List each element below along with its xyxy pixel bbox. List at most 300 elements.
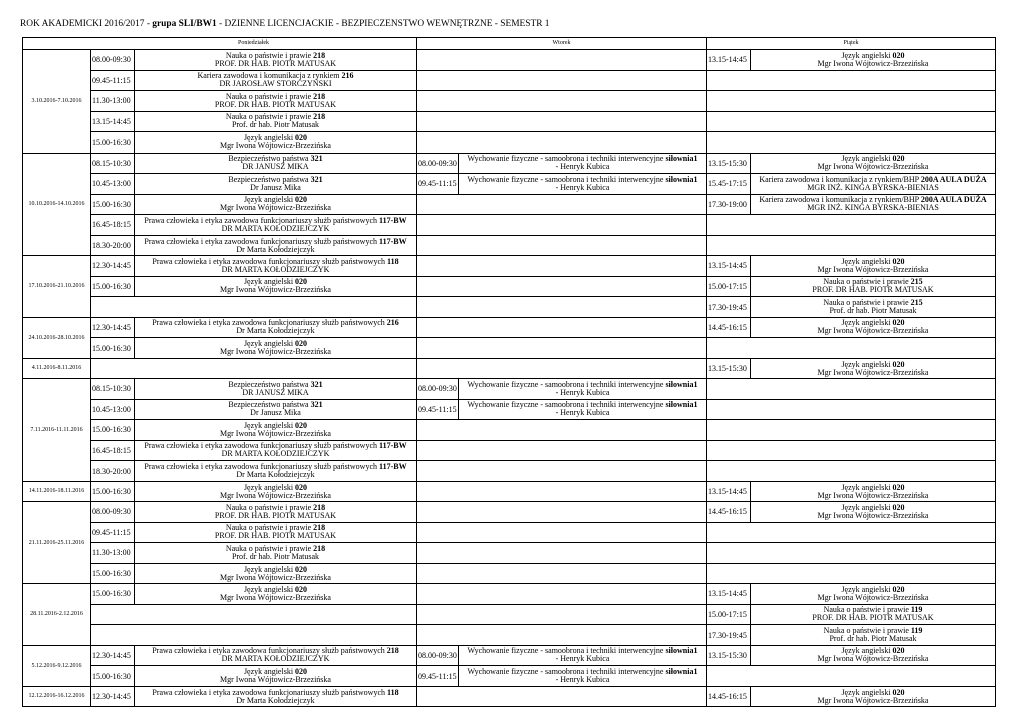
day-column-mon	[91, 482, 417, 502]
class-subject: Nauka o państwie i prawie	[823, 626, 911, 636]
class-teacher: Mgr Iwona Wójtowicz-Brzezińska	[817, 654, 929, 664]
class-slot	[417, 359, 706, 380]
class-slot	[707, 236, 995, 257]
class-teacher: Mgr Iwona Wójtowicz-Brzezińska	[817, 326, 929, 336]
class-slot	[91, 154, 416, 175]
class-room: 020	[295, 420, 308, 430]
class-time: 09.45-11:15	[417, 666, 459, 687]
class-description	[135, 195, 416, 215]
class-slot	[91, 338, 416, 359]
class-time: 16.45-18:15	[91, 441, 135, 461]
class-subject: Nauka o państwie i prawie	[225, 502, 314, 512]
class-description	[751, 50, 995, 70]
class-slot	[417, 420, 706, 441]
class-slot	[417, 71, 706, 92]
class-room: 020	[295, 584, 308, 594]
class-description	[751, 646, 995, 666]
class-slot	[91, 502, 416, 523]
class-room: 020	[892, 359, 905, 369]
class-slot	[417, 195, 706, 216]
week-block	[23, 501, 995, 583]
class-subject: Prawa człowieka i etyka zawodowa funkcjonariuszy służb państwowych	[152, 646, 387, 656]
class-room: 020	[892, 687, 905, 697]
class-slot	[417, 502, 706, 523]
class-slot	[707, 91, 995, 112]
class-subject: Język angielski	[841, 359, 893, 369]
week-block	[23, 358, 995, 379]
class-description	[459, 666, 706, 687]
day-column-mon	[91, 687, 417, 707]
class-time: 09.45-11:15	[91, 71, 135, 91]
class-slot	[707, 338, 995, 359]
class-teacher: Mgr Iwona Wójtowicz-Brzezińska	[220, 572, 331, 582]
class-description	[751, 154, 995, 174]
class-description	[751, 297, 995, 318]
class-teacher: DR JANUSZ MIKA	[242, 387, 309, 397]
class-subject: Prawa człowieka i etyka zawodowa funkcjonariuszy służb państwowych	[152, 256, 388, 266]
class-slot	[417, 564, 706, 585]
class-slot	[707, 687, 995, 708]
class-time: 08.00-09:30	[417, 154, 459, 174]
day-column-fri	[707, 646, 995, 686]
class-teacher: - Henryk Kubica	[555, 675, 610, 685]
class-slot	[417, 687, 706, 708]
class-slot	[91, 50, 416, 71]
class-room: 118	[387, 256, 399, 266]
class-teacher: DR JANUSZ MIKA	[242, 162, 309, 172]
class-teacher: Mgr Iwona Wójtowicz-Brzezińska	[817, 264, 929, 274]
class-slot	[91, 687, 416, 708]
class-teacher: Mgr Iwona Wójtowicz-Brzezińska	[817, 695, 929, 705]
class-time: 13.15-14:45	[91, 112, 135, 132]
class-subject: Język angielski	[243, 482, 296, 492]
class-time: 17.30-19:45	[707, 625, 751, 646]
class-room: 218	[313, 112, 326, 122]
day-column-fri	[707, 318, 995, 358]
week-range-label: 21.11.2016-25.11.2016	[23, 502, 91, 583]
class-room: 218	[313, 502, 326, 512]
class-slot	[417, 400, 706, 421]
class-slot	[417, 256, 706, 277]
class-room: siłownia1	[665, 154, 698, 164]
class-teacher: MGR INŻ. KINGA BYRSKA-BIENIAS	[807, 203, 939, 213]
day-column-mon	[91, 502, 417, 583]
class-time: 15.00-16:30	[91, 195, 135, 215]
day-column-tue	[417, 687, 707, 707]
class-slot	[417, 215, 706, 236]
class-description	[135, 91, 416, 111]
class-description	[751, 625, 995, 646]
class-time: 15.00-16:30	[91, 482, 135, 503]
class-slot	[707, 174, 995, 195]
class-slot	[417, 91, 706, 112]
class-room: 218	[386, 646, 399, 656]
class-teacher: Mgr Iwona Wójtowicz-Brzezińska	[817, 510, 929, 520]
class-time: 15.00-16:30	[91, 564, 135, 585]
class-time: 08.00-09:30	[91, 502, 135, 522]
class-room: 020	[892, 502, 905, 512]
class-description	[459, 174, 706, 194]
class-subject: Nauka o państwie i prawie	[225, 523, 314, 533]
class-slot	[417, 666, 706, 687]
class-time: 09.45-11:15	[91, 523, 135, 543]
class-time: 13.15-15:30	[707, 646, 751, 666]
class-time: 11.30-13:00	[91, 91, 135, 111]
class-room: 218	[313, 91, 326, 101]
class-description	[751, 482, 995, 503]
class-subject: Wychowanie fizyczne - samoobrona i techniki interwencyjne	[467, 379, 666, 389]
class-room: 020	[892, 154, 905, 164]
class-subject: Język angielski	[243, 584, 296, 594]
class-description	[135, 502, 416, 522]
class-room: 215	[910, 298, 923, 308]
week-block	[23, 153, 995, 256]
class-slot	[707, 318, 995, 339]
class-description	[751, 687, 995, 708]
day-column-fri	[707, 687, 995, 707]
class-slot	[91, 215, 416, 236]
class-teacher: Dr Marta Kołodziejczyk	[236, 326, 315, 336]
class-subject: Nauka o państwie i prawie	[225, 50, 314, 60]
week-range-label: 5.12.2016-9.12.2016	[23, 646, 91, 686]
class-subject: Nauka o państwie i prawie	[823, 298, 911, 308]
class-teacher: PROF. DR HAB. PIOTR MATUSAK	[214, 58, 337, 68]
class-slot	[91, 112, 416, 133]
day-column-fri	[707, 482, 995, 502]
class-description	[135, 584, 416, 604]
class-subject: Wychowanie fizyczne - samoobrona i techniki interwencyjne	[467, 400, 666, 410]
class-description	[135, 50, 416, 70]
class-description	[135, 441, 416, 461]
class-slot	[91, 564, 416, 585]
class-teacher: Mgr Iwona Wójtowicz-Brzezińska	[220, 490, 331, 500]
class-room: 218	[313, 543, 326, 553]
class-subject: Język angielski	[243, 133, 296, 143]
class-slot	[91, 318, 416, 339]
class-slot	[707, 461, 995, 482]
class-time: 18.30-20:00	[91, 461, 135, 482]
class-room: 020	[892, 256, 905, 266]
class-subject: Język angielski	[841, 687, 893, 697]
class-slot	[417, 112, 706, 133]
class-teacher: Mgr Iwona Wójtowicz-Brzezińska	[817, 58, 929, 68]
week-range-label: 14.11.2016-18.11.2016	[23, 482, 91, 502]
class-teacher: Dr Janusz Mika	[250, 408, 301, 418]
class-subject: Język angielski	[841, 318, 893, 328]
class-time: 08.00-09:30	[417, 379, 459, 399]
class-description	[135, 174, 416, 194]
class-teacher: DR MARTA KOŁODZIEJCZYK	[221, 223, 330, 233]
class-subject: Wychowanie fizyczne - samoobrona i techniki interwencyjne	[467, 646, 666, 656]
class-slot	[707, 297, 995, 318]
class-subject: Język angielski	[841, 154, 893, 164]
class-time: 14.45-16:15	[707, 687, 751, 708]
class-subject: Bezpieczeństwo państwa	[228, 379, 311, 389]
class-time: 15.00-16:30	[91, 132, 135, 153]
class-slot	[91, 461, 416, 482]
class-time: 12.30-14:45	[91, 318, 135, 338]
class-subject: Język angielski	[841, 584, 893, 594]
class-time: 12.30-14:45	[91, 646, 135, 666]
class-room: 321	[310, 400, 323, 410]
class-description	[135, 277, 416, 297]
class-room: 020	[892, 482, 905, 492]
class-slot	[91, 441, 416, 462]
class-description	[751, 195, 995, 215]
class-slot	[707, 400, 995, 421]
class-subject: Język angielski	[243, 277, 296, 287]
class-slot	[417, 50, 706, 71]
class-slot	[91, 91, 416, 112]
class-subject: Język angielski	[243, 564, 296, 574]
class-room: 020	[892, 584, 905, 594]
week-block	[23, 50, 995, 153]
class-room: 119	[910, 626, 923, 636]
class-teacher: Prof. dr hab. Piotr Matusak	[231, 551, 320, 561]
day-column-mon	[91, 584, 417, 645]
class-teacher: PROF. DR HAB. PIOTR MATUSAK	[812, 285, 934, 295]
class-slot	[91, 646, 416, 667]
class-time: 08.00-09:30	[417, 646, 459, 666]
class-room: 321	[310, 154, 323, 164]
page-title	[20, 19, 550, 29]
class-time: 09.45-11:15	[417, 400, 459, 420]
class-description	[751, 359, 995, 380]
day-header-friday: Piątek	[843, 40, 859, 46]
class-teacher: Mgr Iwona Wójtowicz-Brzezińska	[220, 675, 331, 685]
class-slot	[417, 461, 706, 482]
class-time: 14.45-16:15	[707, 318, 751, 338]
day-column-fri	[707, 502, 995, 583]
class-time: 13.15-15:30	[707, 154, 751, 174]
class-slot	[91, 523, 416, 544]
class-time: 12.30-14:45	[91, 256, 135, 276]
class-room: 020	[295, 667, 308, 677]
class-slot	[417, 625, 706, 646]
class-slot	[91, 543, 416, 564]
class-slot	[707, 195, 995, 216]
class-description	[135, 482, 416, 503]
class-slot	[91, 584, 416, 605]
class-slot	[707, 379, 995, 400]
day-column-fri	[707, 256, 995, 317]
week-range-label: 12.12.2016-16.12.2016	[23, 687, 91, 707]
class-subject: Bezpieczeństwo państwa	[228, 174, 311, 184]
class-teacher: PROF. DR HAB. PIOTR MATUSAK	[214, 531, 337, 541]
class-subject: Nauka o państwie i prawie	[823, 605, 911, 615]
class-room: 218	[313, 523, 326, 533]
class-teacher: Mgr Iwona Wójtowicz-Brzezińska	[220, 347, 331, 357]
class-description	[135, 215, 416, 235]
class-description	[135, 236, 416, 257]
class-time: 16.45-18:15	[91, 215, 135, 235]
day-column-tue	[417, 482, 707, 502]
class-slot	[91, 666, 416, 687]
class-subject: Prawa człowieka i etyka zawodowa funkcjonariuszy służb państwowych	[144, 236, 380, 246]
class-slot	[707, 543, 995, 564]
class-slot	[91, 174, 416, 195]
day-column-fri	[707, 154, 995, 256]
class-slot	[707, 666, 995, 687]
class-time: 13.15-14:45	[707, 256, 751, 276]
class-slot	[707, 50, 995, 71]
class-time: 09.45-11:15	[417, 174, 459, 194]
class-description	[135, 523, 416, 543]
class-slot	[417, 543, 706, 564]
class-time: 17.30-19:00	[707, 195, 751, 215]
class-teacher: Prof. dr hab. Piotr Matusak	[829, 306, 917, 316]
class-teacher: Mgr Iwona Wójtowicz-Brzezińska	[220, 285, 331, 295]
class-slot	[91, 482, 416, 503]
class-room: 321	[310, 174, 323, 184]
class-description	[135, 543, 416, 563]
schedule-grid	[22, 49, 996, 707]
title-prefix: ROK AKADEMICKI 2016/2017 -	[20, 19, 153, 29]
class-description	[135, 256, 416, 276]
week-range-label: 10.10.2016-14.10.2016	[23, 154, 91, 256]
class-slot	[91, 236, 416, 257]
class-slot	[707, 564, 995, 585]
class-slot	[91, 71, 416, 92]
title-group: grupa SLI/BW1	[152, 19, 217, 29]
day-column-tue	[417, 646, 707, 686]
day-column-fri	[707, 584, 995, 645]
day-header-monday: Poniedziałek	[91, 38, 417, 49]
day-column-tue	[417, 50, 707, 153]
class-slot	[707, 256, 995, 277]
class-description	[135, 646, 416, 666]
class-teacher: Mgr Iwona Wójtowicz-Brzezińska	[817, 592, 929, 602]
class-subject: Wychowanie fizyczne - samoobrona i techniki interwencyjne	[467, 154, 666, 164]
day-column-tue	[417, 379, 707, 481]
class-slot	[417, 338, 706, 359]
class-slot	[91, 277, 416, 298]
week-range-label: 24.10.2016-28.10.2016	[23, 318, 91, 358]
week-block	[23, 317, 995, 358]
class-slot	[91, 297, 416, 318]
class-subject: Nauka o państwie i prawie	[225, 112, 314, 122]
day-header-tuesday: Wtorek	[417, 38, 707, 49]
class-slot	[91, 420, 416, 441]
class-description	[135, 338, 416, 359]
class-slot	[91, 359, 416, 380]
week-block	[23, 686, 995, 707]
class-description	[459, 379, 706, 399]
class-description	[135, 666, 416, 687]
class-teacher: Mgr Iwona Wójtowicz-Brzezińska	[817, 490, 929, 500]
class-subject: Nauka o państwie i prawie	[823, 277, 911, 287]
class-slot	[91, 379, 416, 400]
class-room: 020	[892, 318, 905, 328]
class-time: 18.30-20:00	[91, 236, 135, 257]
class-subject: Wychowanie fizyczne - samoobrona i techniki interwencyjne	[467, 667, 666, 677]
class-slot	[91, 132, 416, 153]
class-slot	[91, 625, 416, 646]
class-description	[135, 154, 416, 174]
class-slot	[417, 441, 706, 462]
class-slot	[707, 112, 995, 133]
class-slot	[707, 625, 995, 646]
class-slot	[417, 154, 706, 175]
class-time: 15.45-17:15	[707, 174, 751, 194]
class-subject: Język angielski	[243, 667, 296, 677]
class-description	[135, 132, 416, 153]
class-subject: Nauka o państwie i prawie	[225, 91, 314, 101]
day-column-fri	[707, 359, 995, 379]
class-description	[135, 71, 416, 91]
class-description	[751, 318, 995, 338]
class-teacher: Prof. dr hab. Piotr Matusak	[829, 634, 917, 644]
day-column-fri	[707, 50, 995, 153]
class-description	[751, 584, 995, 604]
class-description	[459, 646, 706, 666]
class-description	[751, 256, 995, 276]
class-slot	[707, 523, 995, 544]
class-description	[135, 420, 416, 440]
class-subject: Kariera zawodowa i komunikacja z rynkiem	[197, 71, 342, 81]
class-description	[135, 687, 416, 708]
class-teacher: - Henryk Kubica	[555, 387, 610, 397]
class-teacher: Mgr Iwona Wójtowicz-Brzezińska	[220, 592, 331, 602]
class-room: 117-BW	[379, 462, 407, 472]
class-slot	[707, 132, 995, 153]
class-description	[751, 174, 995, 194]
class-subject: Prawa człowieka i etyka zawodowa funkcjonariuszy służb państwowych	[144, 462, 380, 472]
class-teacher: - Henryk Kubica	[555, 162, 610, 172]
class-teacher: Mgr Iwona Wójtowicz-Brzezińska	[817, 162, 929, 172]
class-slot	[417, 174, 706, 195]
day-header-row	[22, 37, 996, 49]
class-room: siłownia1	[665, 174, 698, 184]
class-room: 020	[295, 339, 308, 349]
class-room: 216	[386, 318, 399, 328]
class-time: 15.00-17:15	[707, 277, 751, 297]
class-teacher: Mgr Iwona Wójtowicz-Brzezińska	[220, 141, 331, 151]
day-column-mon	[91, 154, 417, 256]
week-block	[23, 583, 995, 645]
class-teacher: - Henryk Kubica	[555, 408, 610, 418]
class-slot	[417, 605, 706, 626]
class-subject: Wychowanie fizyczne - samoobrona i techniki interwencyjne	[467, 174, 666, 184]
class-teacher: Mgr Iwona Wójtowicz-Brzezińska	[220, 428, 331, 438]
class-subject: Język angielski	[841, 646, 893, 656]
class-description	[135, 461, 416, 482]
week-range-label: 4.11.2016-8.11.2016	[23, 359, 91, 379]
class-time: 17.30-19:45	[707, 297, 751, 318]
class-room: siłownia1	[665, 400, 698, 410]
class-room: 117-BW	[379, 441, 407, 451]
class-slot	[707, 215, 995, 236]
class-time: 13.15-15:30	[707, 359, 751, 380]
class-room: 200A AULA DUŻA	[920, 195, 987, 205]
class-teacher: Prof. dr hab. Piotr Matusak	[231, 120, 320, 130]
class-subject: Język angielski	[243, 195, 296, 205]
class-subject: Język angielski	[841, 50, 893, 60]
title-suffix: - DZIENNE LICENCJACKIE - BEZPIECZENSTWO WEWNĘTRZNE - SEMESTR 1	[216, 19, 550, 29]
class-teacher: PROF. DR HAB. PIOTR MATUSAK	[214, 99, 337, 109]
class-slot	[91, 256, 416, 277]
class-teacher: - Henryk Kubica	[555, 182, 610, 192]
class-slot	[707, 359, 995, 380]
class-slot	[91, 400, 416, 421]
class-slot	[707, 584, 995, 605]
class-teacher: Dr Janusz Mika	[250, 182, 301, 192]
class-slot	[707, 71, 995, 92]
class-subject: Język angielski	[841, 482, 893, 492]
class-teacher: Dr Marta Kołodziejczyk	[236, 695, 315, 705]
class-slot	[91, 605, 416, 626]
day-column-tue	[417, 256, 707, 317]
